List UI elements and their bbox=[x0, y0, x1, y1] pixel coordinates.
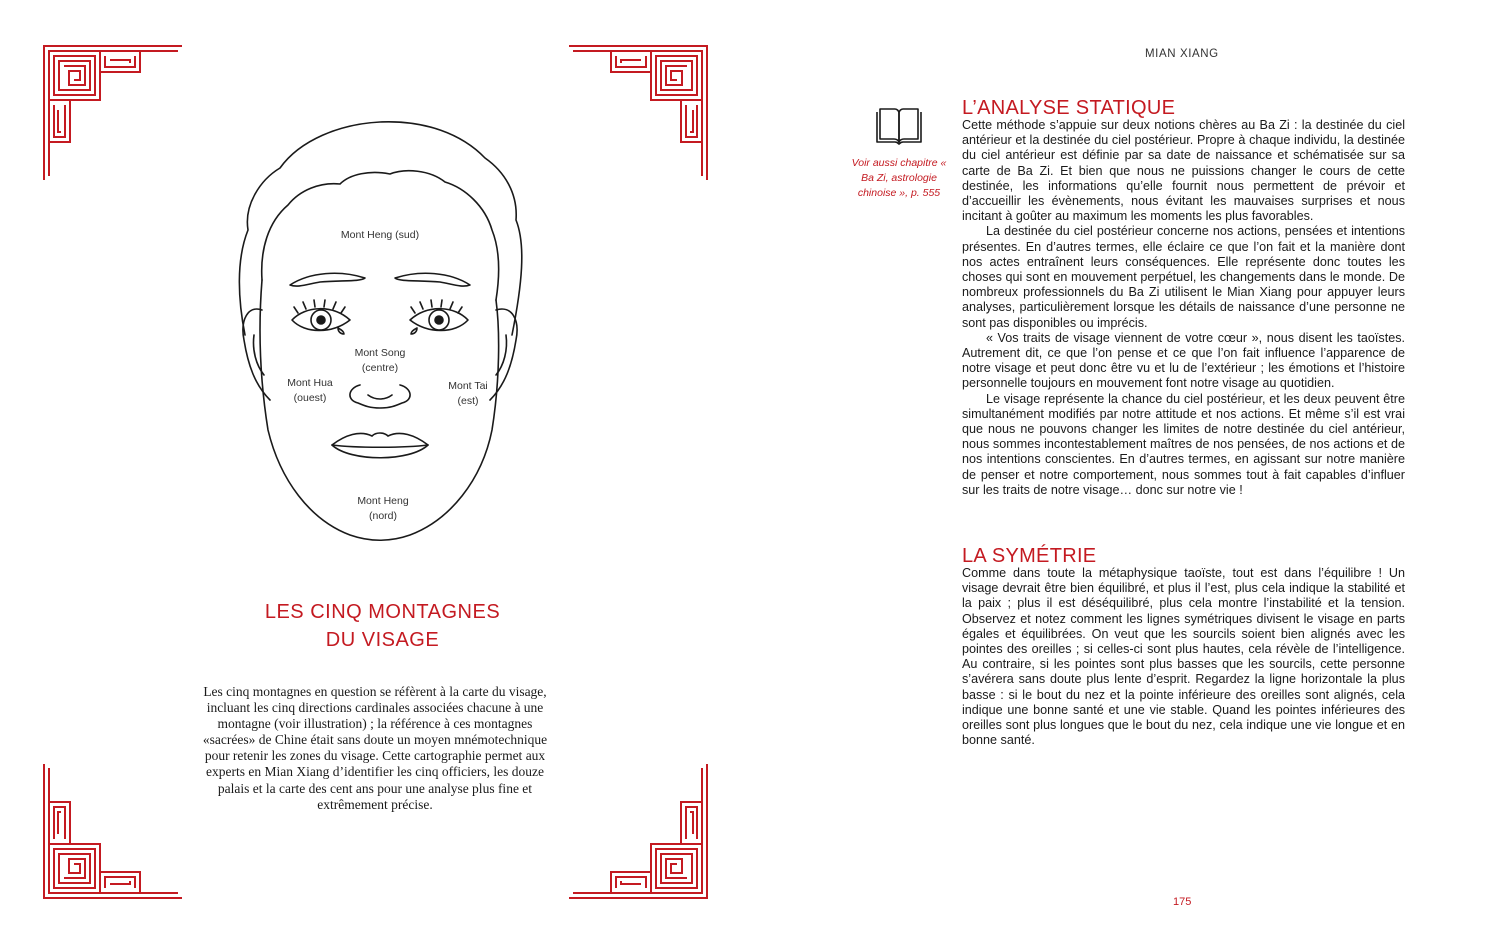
open-book-icon bbox=[875, 106, 923, 146]
paragraph: Le visage représente la chance du ciel postérieur, et les deux peuvent être simultanément modifiés par notre attitude et nos actions. Et même s’il est vrai que nous ne pouvons changer les limites de notre destinée du ciel antérieur, nous sommes incontestablement maîtres de nos pensées, de nos actions et de nos intentions conscientes. En d’autres termes, en agissant sur notre manière de penser et notre comportement, nous sommes tout à fait capables d’influer sur les traits de notre visage… donc sur notre vie ! bbox=[962, 391, 1405, 497]
paragraph: Comme dans toute la métaphysique taoïste, tout est dans l’équilibre ! Un visage devrait être bien équilibré, et plus il l’est, plus cela indique la stabilité et la paix ; plus il est déséquilibré, plus cela montre l’instabilité et la tension. Observez et notez comment les lignes symétriques divisent le visage en parts égales et équilibrées. On veut que les sourcils soient bien alignés avec les pointes des oreilles ; si celles-ci sont plus hautes, cela révèle de l’intelligence. Au contraire, si les pointes sont plus basses que les sourcils, cette personne s’avérera sans doute plus lente d’esprit. Regardez la ligne horizontale la plus basse : si le bout du nez et la pointe inférieure des oreilles sont alignés, cela indique une bonne santé et une vie stable. Quand les pointes inférieures des oreilles sont plus longues que le bout du nez, cela indique une vie longue et en bonne santé. bbox=[962, 566, 1405, 748]
label-mont-song bbox=[335, 346, 425, 376]
label-line: (centre) bbox=[361, 362, 399, 374]
label-line: Mont Hua bbox=[287, 377, 333, 389]
face-illustration bbox=[200, 110, 560, 550]
fret-ornament-bottom-right bbox=[566, 762, 711, 902]
cross-reference-note: Voir aussi chapitre « Ba Zi, astrologie chinoise », p. 555 bbox=[851, 157, 947, 199]
fret-ornament-bottom-left bbox=[40, 762, 185, 902]
label-line: (ouest) bbox=[293, 392, 327, 404]
section-analyse-statique-text bbox=[962, 118, 1405, 498]
title-line: LES CINQ MONTAGNES bbox=[264, 601, 501, 623]
lips bbox=[332, 433, 428, 458]
section-title bbox=[200, 598, 565, 654]
label-line: Mont Tai bbox=[448, 380, 488, 392]
left-eyebrow bbox=[290, 273, 365, 286]
heading-analyse-statique: L’ANALYSE STATIQUE bbox=[962, 97, 1176, 119]
right-page bbox=[750, 0, 1500, 947]
paragraph: La destinée du ciel postérieur concerne nos actions, pensées et intentions présentes. En d’autres termes, elle éclaire ce que l’on fait et la manière dont nos actes entraînent leurs conséquences. Elle représente donc toutes les choses qui sont en mouvement perpétuel, les changements dans le monde. De nombreux professionnels du Ba Zi utilisent le Mian Xiang pour appuyer leurs analyses, particulièrement lorsque les détails de naissance d’une personne ne sont pas disponibles ou imprécis. bbox=[962, 224, 1405, 330]
label-line: (est) bbox=[457, 395, 479, 407]
title-line: DU VISAGE bbox=[325, 629, 440, 651]
nose bbox=[350, 385, 410, 408]
label-line: (nord) bbox=[368, 510, 397, 522]
page-number: 175 bbox=[1173, 896, 1192, 908]
right-eyebrow bbox=[395, 273, 470, 286]
running-head: MIAN XIANG bbox=[1145, 48, 1219, 60]
fret-ornament-top-right bbox=[566, 42, 711, 182]
label-text: Mont Heng (sud) bbox=[340, 229, 420, 241]
section-symetrie-text bbox=[962, 566, 1405, 748]
body-paragraph: Les cinq montagnes en question se réfèrent à la carte du visage, incluant les cinq directions cardinales associées chacune à une montagne (voir illustration) ; la référence à ces montagnes «sacrées» de Chine était sans doute un moyen mnémotechnique pour retenir les zones du visage. Cette cartographie permet aux experts en Mian Xiang d’identifier les cinq officiers, les douze palais et la carte des cent ans pour une analyse plus fine et extrêmement précise. bbox=[202, 684, 548, 812]
paragraph: « Vos traits de visage viennent de votre cœur », nous disent les taoïstes. Autrement dit, ce que l’on pense et ce que l’on fait influence l’apparence de notre visage et peut donc être vu et lu de l’extérieur ; les émotions et l’histoire personnelle toujours en mouvement font notre visage au quotidien. bbox=[962, 330, 1405, 391]
label-line: Mont Song bbox=[354, 347, 406, 359]
label-mont-tai bbox=[435, 379, 501, 409]
heading-symetrie: LA SYMÉTRIE bbox=[962, 545, 1097, 567]
fret-ornament-top-left bbox=[40, 42, 185, 182]
paragraph: Cette méthode s’appuie sur deux notions chères au Ba Zi : la destinée du ciel antérieur et la destinée du ciel postérieur. Propre à chaque individu, la destinée du ciel antérieur est définie par sa date de naissance et schématisée sur sa carte de Ba Zi. Et bien que nous ne puissions changer le cours de cette destinée, les informations qu’elle fournit nous permettent de prévoir et d’accueillir les évènements, nous évitant les mauvaises surprises et nous incitant à goûter au maximum les moments les plus favorables. bbox=[962, 118, 1405, 224]
label-mont-heng-sud bbox=[325, 228, 435, 243]
left-ear bbox=[243, 309, 270, 400]
label-line: Mont Heng bbox=[357, 495, 409, 507]
label-mont-hua bbox=[275, 376, 345, 406]
label-mont-heng-nord bbox=[340, 494, 426, 524]
